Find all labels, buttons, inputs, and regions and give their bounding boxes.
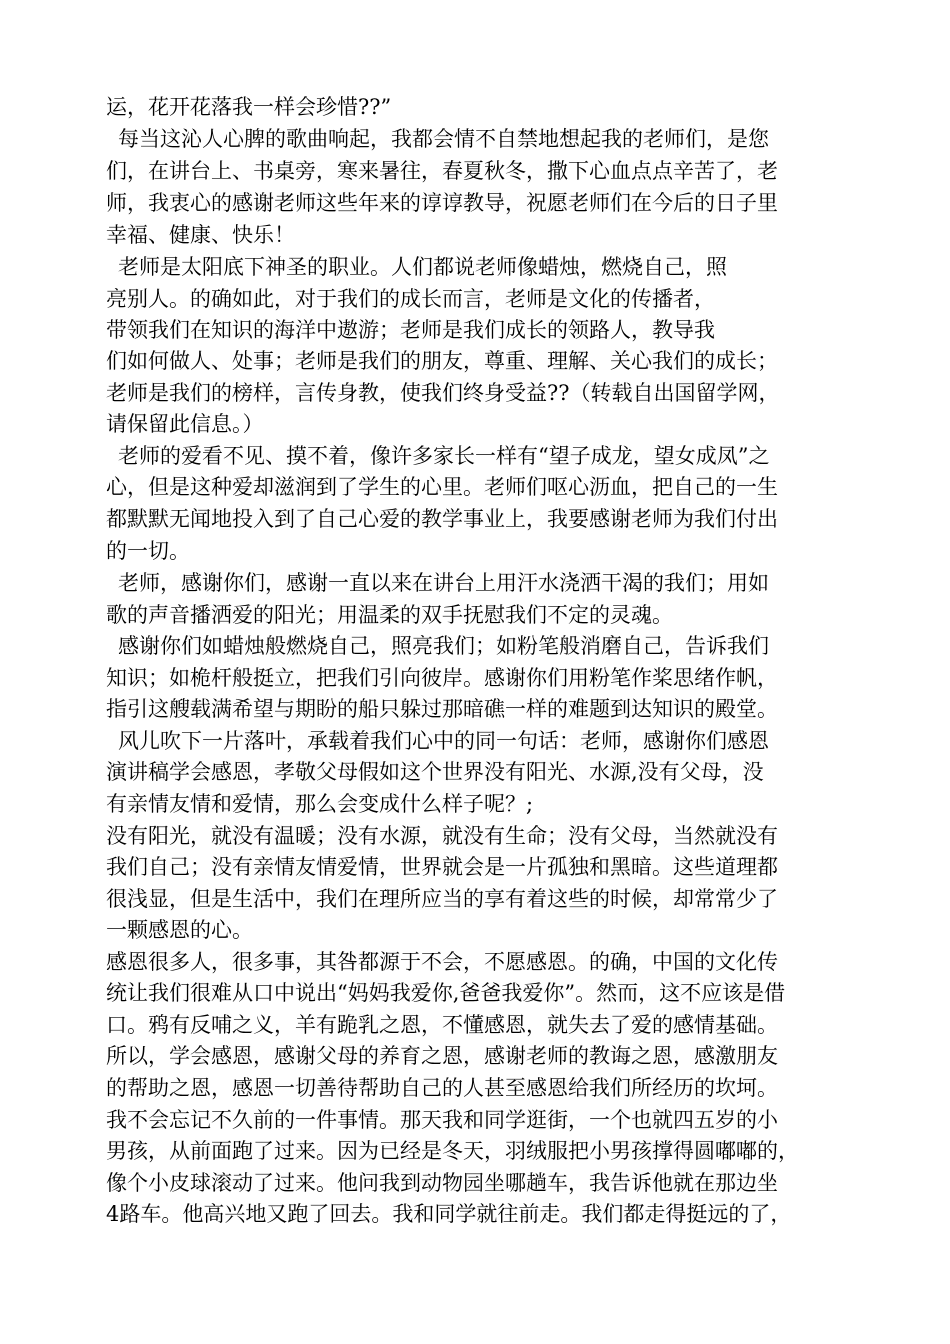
text-line: 幸福、健康、快乐！	[106, 223, 295, 247]
text-line: 的一切。	[106, 539, 190, 563]
text-line: 师，我衷心的感谢老师这些年来的谆谆教导，祝愿老师们在今后的日子里	[106, 191, 778, 215]
text-line: 们，在讲台上、书桌旁，寒来暑往，春夏秋冬，撒下心血点点辛苦了，老	[106, 159, 778, 183]
text-line: 风儿吹下一片落叶，承载着我们心中的同一句话：老师，感谢你们感恩	[118, 729, 769, 753]
text-line: 们如何做人、处事；老师是我们的朋友，尊重、理解、关心我们的成长；	[106, 349, 778, 373]
text-line: 所以，学会感恩，感谢父母的养育之恩，感谢老师的教诲之恩，感激朋友	[106, 1044, 778, 1068]
text-line: 老师是太阳底下神圣的职业。人们都说老师像蜡烛，燃烧自己，照	[118, 255, 727, 279]
text-line: 口。鸦有反哺之义，羊有跪乳之恩，不懂感恩，就失去了爱的感情基础。	[106, 1013, 778, 1037]
text-line: 亮别人。的确如此，对于我们的成长而言，老师是文化的传播者，	[106, 287, 715, 311]
text-line: 有亲情友情和爱情，那么会变成什么样子呢？;	[106, 792, 534, 816]
text-line: 心，但是这种爱却滋润到了学生的心里。老师们呕心沥血，把自己的一生	[106, 475, 778, 499]
text-line: 歌的声音播洒爱的阳光；用温柔的双手抚慰我们不定的灵魂。	[106, 603, 673, 627]
text-line: 很浅显，但是生活中，我们在理所应当的享有着这些的时候，却常常少了	[106, 887, 778, 911]
text-line: 一颗感恩的心。	[106, 918, 253, 942]
text-line: 统让我们很难从口中说出“妈妈我爱你,爸爸我爱你”。然而，这不应该是借	[106, 981, 786, 1005]
text-line: 男孩，从前面跑了过来。因为已经是冬天，羽绒服把小男孩撑得圆嘟嘟的，	[106, 1139, 799, 1163]
text-line: 没有阳光，就没有温暖；没有水源，就没有生命；没有父母，当然就没有	[106, 824, 778, 848]
text-line: 都默默无闻地投入到了自己心爱的教学事业上，我要感谢老师为我们付出	[106, 507, 778, 531]
text-line: 我不会忘记不久前的一件事情。那天我和同学逛街，一个也就四五岁的小	[106, 1108, 778, 1132]
text-line: 运，花开花落我一样会珍惜??”	[106, 95, 392, 119]
text-line: 感恩很多人，很多事，其咎都源于不会，不愿感恩。的确，中国的文化传	[106, 950, 778, 974]
text-line: 像个小皮球滚动了过来。他问我到动物园坐哪趟车，我告诉他就在那边坐	[106, 1171, 778, 1195]
text-line: 每当这沁人心脾的歌曲响起，我都会情不自禁地想起我的老师们，是您	[118, 127, 769, 151]
text-line: 老师是我们的榜样，言传身教，使我们终身受益??（转载自出国留学网，	[106, 381, 780, 405]
text-line: 我们自己；没有亲情友情爱情，世界就会是一片孤独和黑暗。这些道理都	[106, 855, 778, 879]
text-line: 的帮助之恩，感恩一切善待帮助自己的人甚至感恩给我们所经历的坎坷。	[106, 1076, 778, 1100]
text-line: 指引这艘载满希望与期盼的船只躲过那暗礁一样的难题到达知识的殿堂。	[106, 697, 778, 721]
text-line: 请保留此信息。）	[106, 412, 264, 436]
text-line: 带领我们在知识的海洋中遨游；老师是我们成长的领路人，教导我	[106, 318, 715, 342]
text-line: 老师的爱看不见、摸不着，像许多家长一样有“望子成龙，望女成凤”之	[118, 444, 770, 468]
text-line: 4路车。他高兴地又跑了回去。我和同学就往前走。我们都走得挺远的了，	[106, 1202, 792, 1226]
text-line: 老师，感谢你们，感谢一直以来在讲台上用汗水浇洒干渴的我们；用如	[118, 571, 769, 595]
text-line: 知识；如桅杆般挺立，把我们引向彼岸。感谢你们用粉笔作桨思绪作帆，	[106, 666, 778, 690]
text-line: 演讲稿学会感恩，孝敬父母假如这个世界没有阳光、水源,没有父母，没	[106, 760, 764, 784]
text-line: 感谢你们如蜡烛般燃烧自己，照亮我们；如粉笔般消磨自己，告诉我们	[118, 634, 769, 658]
